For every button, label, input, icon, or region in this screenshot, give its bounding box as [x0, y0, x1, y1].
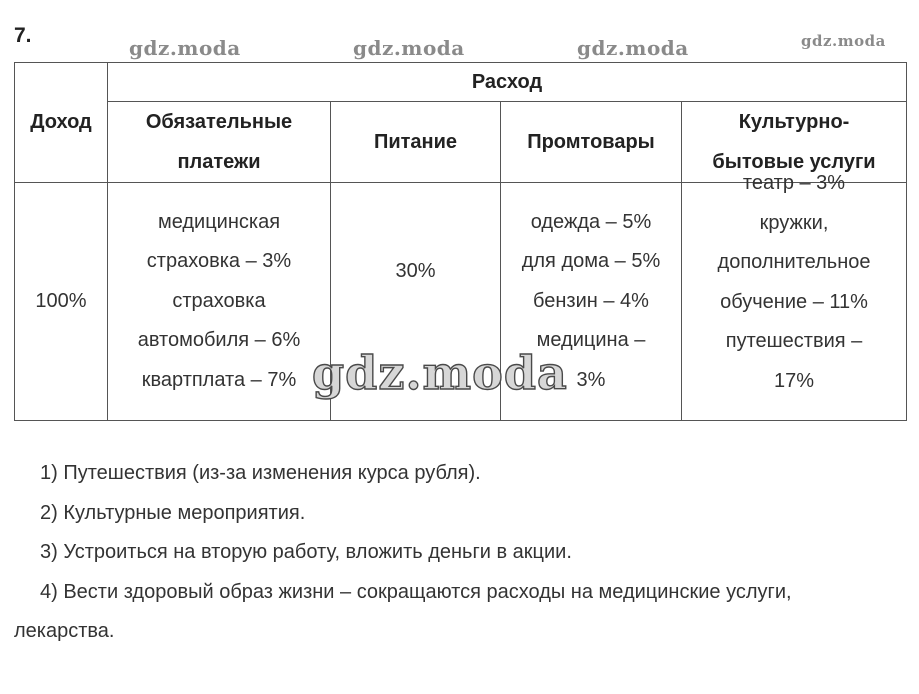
- answer-item: 3) Устроиться на вторую работу, вложить деньги в акции.: [40, 541, 572, 563]
- watermark: gdz.moda: [129, 36, 241, 60]
- income-value: 100%: [15, 183, 108, 421]
- mandatory-payments-cell: медицинская страховка – 3% страховка автомобиля – 6% квартплата – 7%: [108, 183, 331, 421]
- answers-list: [14, 454, 909, 652]
- watermark: gdz.moda: [577, 36, 689, 60]
- category-header-mandatory: Обязательные платежи: [108, 102, 331, 183]
- watermark: gdz.moda: [353, 36, 465, 60]
- cultural-services-cell: театр – 3% кружки, дополнительное обучение – 11% путешествия – 17%: [682, 183, 907, 421]
- watermark-large: gdz.moda: [312, 346, 568, 400]
- category-header-goods: Промтовары: [501, 102, 682, 183]
- expense-header: Расход: [108, 63, 907, 102]
- answer-item: 2) Культурные мероприятия.: [40, 501, 306, 524]
- category-header-food: Питание: [331, 102, 501, 183]
- income-header: Доход: [15, 63, 108, 183]
- answer-item-continuation: лекарства.: [14, 620, 115, 642]
- table-header-row: [15, 63, 907, 102]
- task-number: 7.: [14, 24, 32, 47]
- answer-item: 4) Вести здоровый образ жизни – сокращаются расходы на медицинские услуги,: [40, 580, 792, 603]
- goods-cell: одежда – 5% для дома – 5% бензин – 4% медицина – 3%: [501, 183, 682, 421]
- category-header-cultural: Культурно- бытовые услуги: [682, 102, 907, 183]
- answer-item: 1) Путешествия (из-за изменения курса рубля).: [40, 462, 481, 484]
- food-cell: 30%: [331, 183, 501, 421]
- watermark: gdz.moda: [801, 32, 886, 50]
